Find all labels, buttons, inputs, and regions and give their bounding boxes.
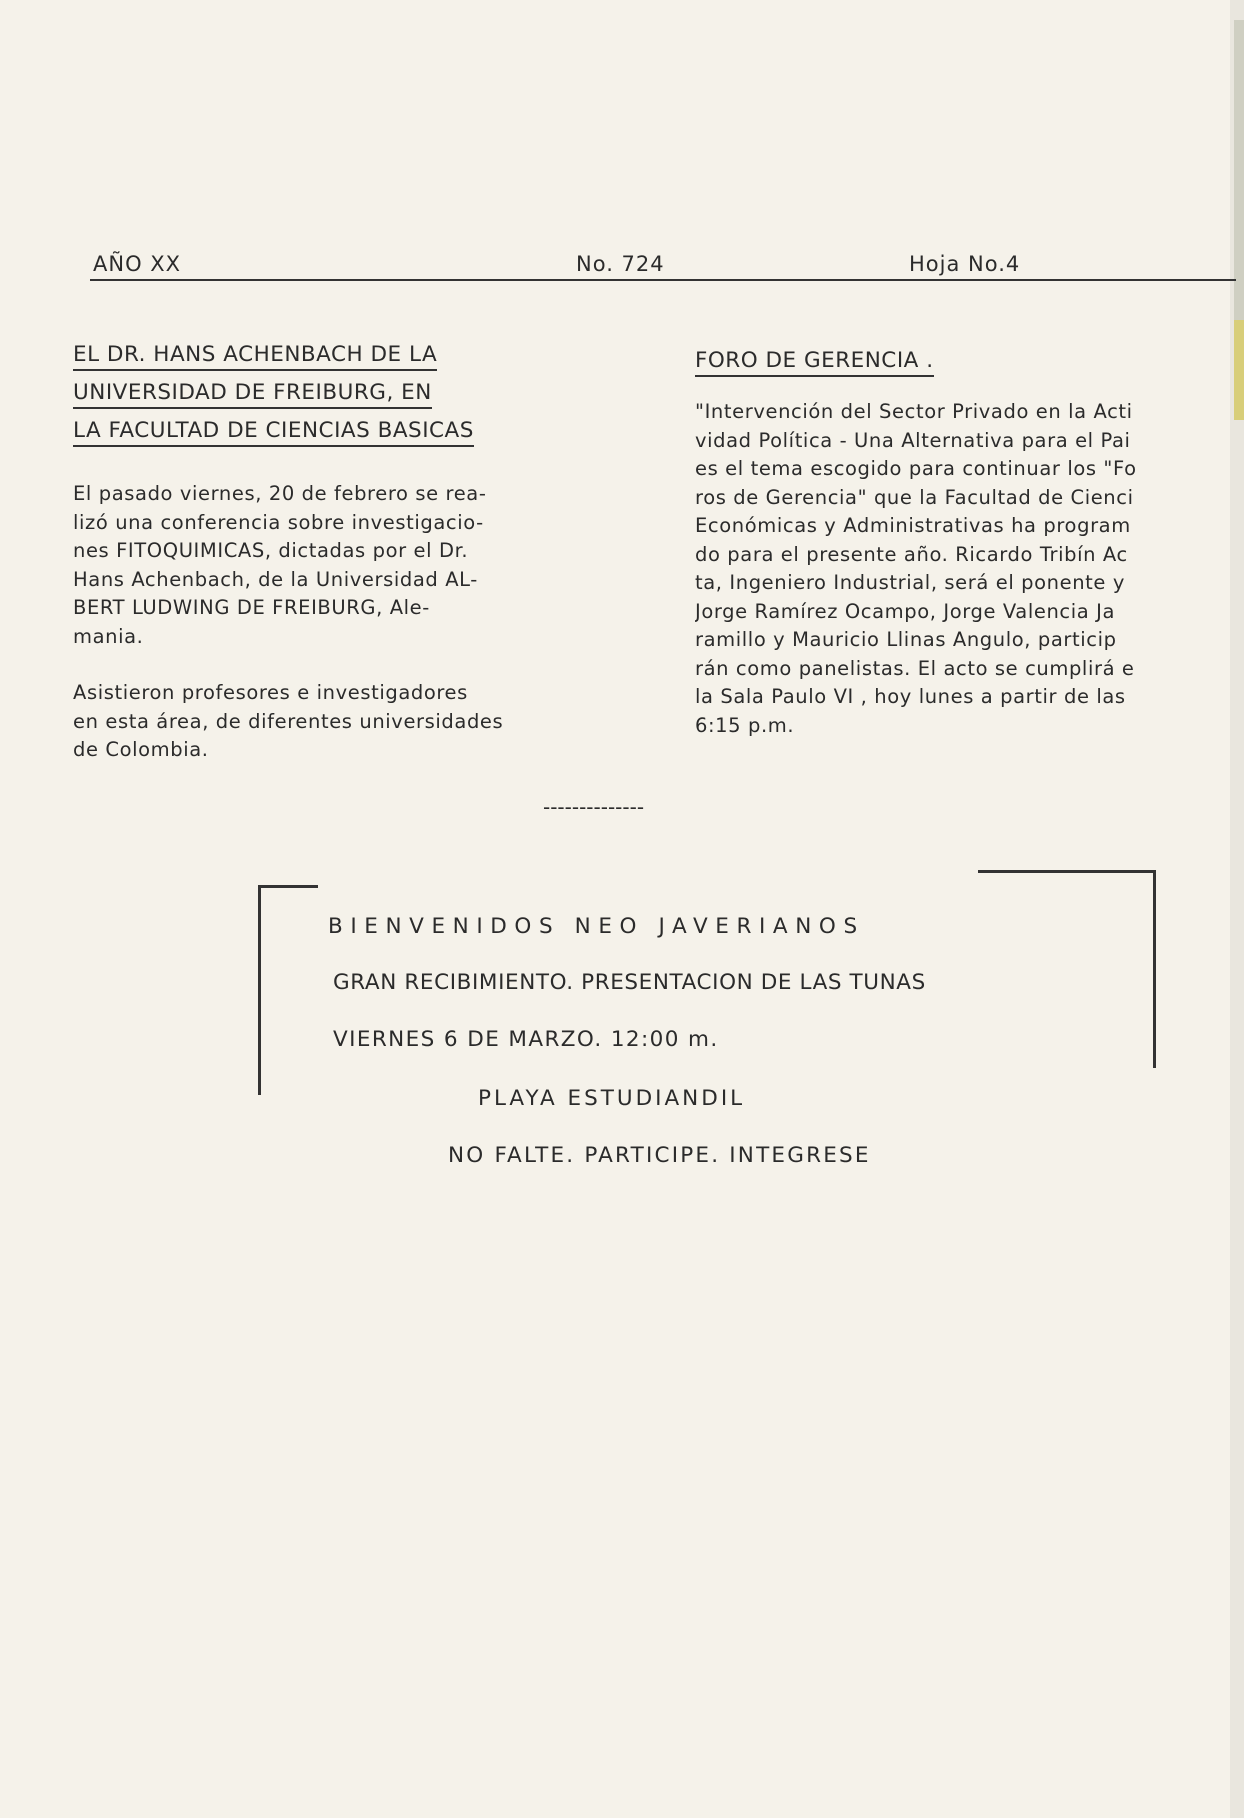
announcement-call-to-action: NO FALTE. PARTICIPE. INTEGRESE	[448, 1143, 871, 1168]
article-heading-line: EL DR. HANS ACHENBACH DE LA	[73, 336, 613, 374]
text-line: en esta área, de diferentes universidades	[73, 709, 504, 733]
announcement-welcome: BIENVENIDOS NEO JAVERIANOS	[328, 914, 865, 939]
announcement-place: PLAYA ESTUDIANDIL	[478, 1086, 746, 1111]
text-line: ros de Gerencia" que la Facultad de Cienci	[695, 485, 1134, 509]
text-line: la Sala Paulo VI , hoy lunes a partir de las	[695, 685, 1126, 708]
article-heading-line: LA FACULTAD DE CIENCIAS BASICAS	[73, 412, 613, 450]
page-edge-mark	[1234, 20, 1244, 320]
announcement-datetime: VIERNES 6 DE MARZO. 12:00 m.	[333, 1027, 719, 1052]
article-paragraph	[73, 480, 613, 651]
text-line: "Intervención del Sector Privado en la Acti	[695, 400, 1133, 423]
text-line: ramillo y Mauricio Llinas Angulo, particip	[695, 628, 1117, 651]
text-line: ta, Ingeniero Industrial, será el ponente y	[695, 571, 1125, 594]
text-line: Hans Achenbach, de la Universidad AL-	[73, 567, 478, 591]
text-line: lizó una conferencia sobre investigacio-	[73, 510, 484, 534]
article-heading-line: UNIVERSIDAD DE FREIBURG, EN	[73, 374, 613, 412]
announcement-event: GRAN RECIBIMIENTO. PRESENTACION DE LAS TUNAS	[333, 970, 926, 995]
article-heading: FORO DE GERENCIA .	[695, 342, 1240, 380]
text-line: BERT LUDWING DE FREIBURG, Ale-	[73, 596, 430, 619]
text-line: 6:15 p.m.	[695, 713, 795, 737]
article-paragraph	[695, 398, 1240, 740]
box-border-right	[1153, 870, 1156, 1068]
text-line: nes FITOQUIMICAS, dictadas por el Dr.	[73, 539, 469, 562]
text-line: rán como panelistas. El acto se cumplirá e	[695, 656, 1135, 680]
box-border-top-left	[258, 885, 318, 888]
box-border-left	[258, 885, 261, 1095]
header-issue-number: No. 724	[576, 252, 665, 276]
section-separator: --------------	[543, 795, 645, 819]
header-year: AÑO XX	[93, 252, 182, 276]
article-achenbach	[73, 336, 613, 765]
text-line: es el tema escogido para continuar los "Fo	[695, 457, 1137, 480]
article-foro-gerencia	[695, 342, 1240, 740]
text-line: Asistieron profesores e investigadores	[73, 681, 468, 704]
text-line: El pasado viernes, 20 de febrero se rea-	[73, 482, 487, 505]
header-page-number: Hoja No.4	[909, 252, 1021, 276]
header-rule	[90, 279, 1236, 281]
text-line: vidad Política - Una Alternativa para el Pai	[695, 428, 1131, 452]
text-line: Jorge Ramírez Ocampo, Jorge Valencia Ja	[695, 599, 1116, 623]
text-line: de Colombia.	[73, 738, 209, 761]
text-line: Económicas y Administrativas ha program	[695, 514, 1131, 537]
text-line: mania.	[73, 624, 144, 648]
announcement-box	[258, 870, 1154, 1195]
box-border-top-right	[978, 870, 1156, 873]
article-paragraph	[73, 679, 613, 765]
text-line: do para el presente año. Ricardo Tribín Ac	[695, 542, 1128, 566]
